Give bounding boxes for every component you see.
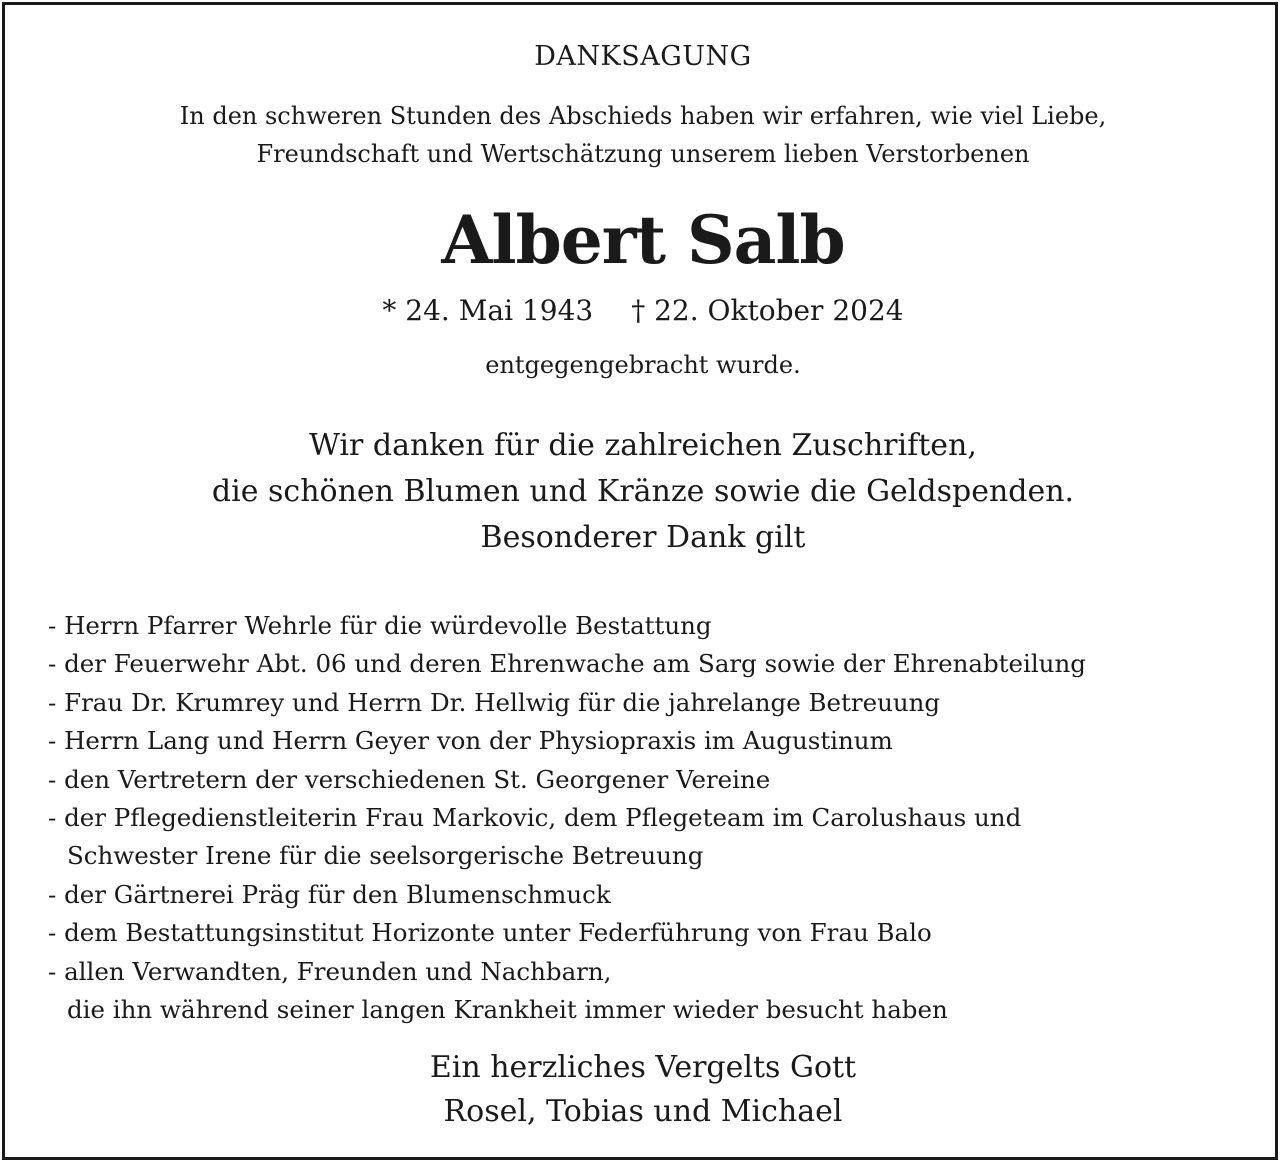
notice-heading: DANKSAGUNG (534, 41, 752, 72)
deceased-name: Albert Salb (441, 201, 845, 279)
thanks-list-item: - der Feuerwehr Abt. 06 und deren Ehrenwache am Sarg sowie der Ehrenabteilung (48, 649, 1086, 679)
intro-line: In den schweren Stunden des Abschieds haben wir erfahren, wie viel Liebe, (179, 102, 1107, 130)
thanks-list-item-continuation: Schwester Irene für die seelsorgerische Betreuung (67, 841, 704, 871)
closing-line: Ein herzliches Vergelts Gott (429, 1050, 857, 1085)
signatories: Rosel, Tobias und Michael (443, 1094, 843, 1129)
intro-text (5, 97, 1280, 173)
thanks-line: Wir danken für die zahlreichen Zuschriften, (309, 428, 977, 463)
life-dates (5, 294, 1280, 327)
thanks-list-item: - Herrn Lang und Herrn Geyer von der Physiopraxis im Augustinum (48, 726, 893, 756)
death-date: † 22. Oktober 2024 (631, 294, 904, 327)
birth-date: * 24. Mai 1943 (382, 294, 594, 327)
closing-text (5, 1046, 1280, 1134)
intro-continuation: entgegengebracht wurde. (485, 351, 801, 379)
thanks-text (5, 423, 1280, 561)
thanks-list-item: - dem Bestattungsinstitut Horizonte unter Federführung von Frau Balo (48, 918, 932, 948)
thanks-list-item: - Herrn Pfarrer Wehrle für die würdevolle Bestattung (48, 611, 712, 640)
thanks-line: Besonderer Dank gilt (480, 520, 806, 555)
notice-frame (2, 2, 1278, 1160)
thanks-list-item: - allen Verwandten, Freunden und Nachbarn, (48, 956, 612, 986)
thanks-list-item: - Frau Dr. Krumrey und Herrn Dr. Hellwig für die jahrelange Betreuung (48, 687, 941, 717)
intro-line: Freundschaft und Wertschätzung unserem lieben Verstorbenen (256, 140, 1030, 168)
thanks-list-item: - der Gärtnerei Präg für den Blumenschmuck (48, 879, 611, 909)
thanks-list-item: - der Pflegedienstleiterin Frau Markovic, dem Pflegeteam im Carolushaus und (48, 803, 1022, 833)
thanks-list-item-continuation: die ihn während seiner langen Krankheit immer wieder besucht haben (67, 995, 948, 1025)
thanks-list-item: - den Vertretern der verschiedenen St. Georgener Vereine (48, 764, 771, 794)
thanks-list (48, 607, 1248, 1029)
thanks-line: die schönen Blumen und Kränze sowie die Geldspenden. (211, 474, 1075, 509)
